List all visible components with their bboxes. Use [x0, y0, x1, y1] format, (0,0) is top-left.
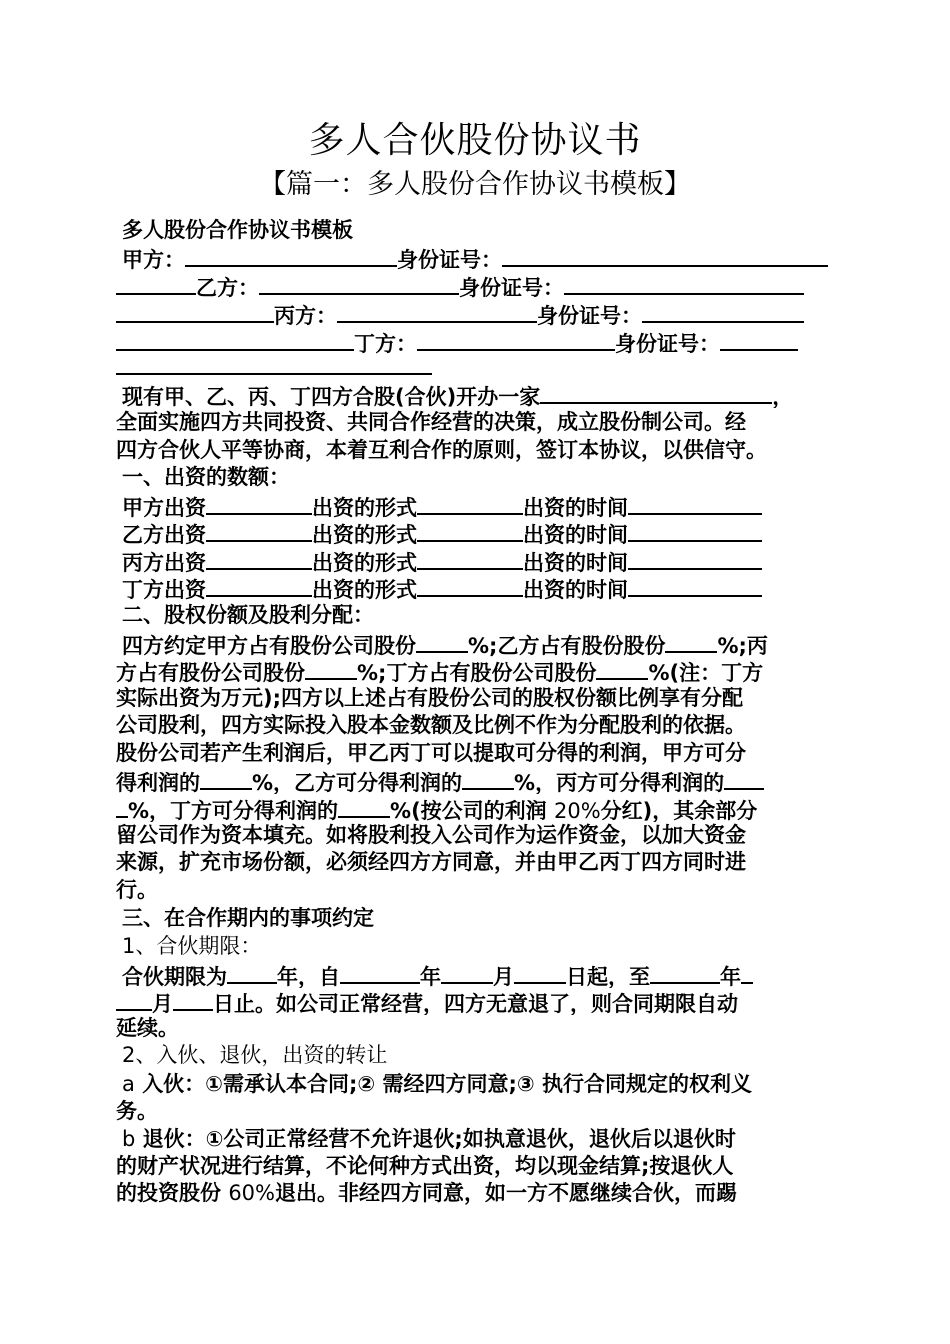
party-ding-label: 丁方：: [354, 332, 417, 355]
document-title: 多人合伙股份协议书: [308, 120, 642, 161]
contribution-party: 丁方出资: [122, 578, 206, 601]
blank-line: [417, 547, 523, 570]
share-text: 得利润的: [116, 771, 200, 794]
term-text: 年: [420, 965, 441, 988]
item-label: a: [122, 1072, 135, 1096]
blank-line: [259, 272, 459, 295]
blank-line: [650, 961, 720, 984]
blank-line: [720, 328, 798, 351]
blank-line: [724, 767, 764, 790]
id-label: 身份证号：: [397, 248, 502, 271]
section-heading: 多人股份合作协议书模板: [122, 218, 353, 242]
contribution-row: [122, 492, 846, 519]
blank-line: [337, 300, 537, 323]
contribution-form: 出资的形式: [312, 523, 417, 546]
contribution-form: 出资的形式: [312, 578, 417, 601]
blank-line: [441, 961, 493, 984]
share-text: %(注：丁方: [648, 661, 764, 684]
id-label: 身份证号：: [615, 332, 720, 355]
share-text: 方占有股份公司股份: [116, 661, 305, 684]
blank-line: [417, 519, 523, 542]
join-line-1: [122, 1071, 846, 1098]
contribution-time: 出资的时间: [523, 496, 628, 519]
contribution-form: 出资的形式: [312, 496, 417, 519]
share-line-10: 行。: [116, 878, 158, 902]
blank-line: [741, 961, 753, 984]
subsection-1-heading: [122, 933, 846, 960]
share-line-3: 实际出资为万元);四方以上述占有股份公司的股权份额比例享有分配: [116, 686, 743, 710]
share-text: %，丁方可分得利润的: [128, 799, 339, 822]
intro-line-3: 四方合伙人平等协商，本着互利合作的原则，签订本协议，以供信守。: [116, 438, 767, 462]
contribution-row: [122, 547, 846, 574]
blank-line: [173, 988, 213, 1011]
contribution-row: [122, 519, 846, 546]
contribution-time: 出资的时间: [523, 578, 628, 601]
contribution-time: 出资的时间: [523, 523, 628, 546]
document-subtitle: 【篇一：多人股份合作协议书模板】: [259, 169, 691, 200]
section-2-heading: 二、股权份额及股利分配：: [122, 603, 374, 627]
blank-line: [628, 574, 762, 597]
term-text: 日止。如公司正常经营，四方无意退了，则合同期限自动: [213, 992, 738, 1015]
blank-line: [116, 328, 354, 351]
contribution-party: 乙方出资: [122, 523, 206, 546]
share-text: %(按公司的利润: [390, 799, 547, 822]
blank-line: [305, 657, 357, 680]
contribution-party: 甲方出资: [122, 496, 206, 519]
withdraw-line-2: 的财产状况进行结算，不论何种方式出资，均以现金结算;按退伙人: [116, 1154, 734, 1178]
intro-comma: ，: [772, 385, 794, 408]
join-line-2: 务。: [116, 1099, 158, 1123]
blank-line: [540, 381, 772, 404]
blank-line: [116, 795, 128, 818]
share-text: %;乙方占有股份股份: [468, 634, 666, 657]
term-text: 合伙期限为: [122, 965, 227, 988]
section-3-heading: 三、在合作期内的事项约定: [122, 906, 374, 930]
share-line-7: [116, 795, 846, 822]
blank-line: [185, 244, 397, 267]
share-text: 分红)，其余部分: [600, 799, 758, 822]
intro-text: 现有甲、乙、丙、丁四方合股(合伙)开办一家: [122, 385, 541, 408]
share-text: %，乙方可分得利润的: [252, 771, 463, 794]
contribution-time: 出资的时间: [523, 551, 628, 574]
blank-line: [116, 272, 196, 295]
share-line-8: 留公司作为资本填充。如将股利投入公司作为运作资金，以加大资金: [116, 823, 746, 847]
party-jia-label: 甲方：: [122, 248, 185, 271]
withdraw-text: 退出。非经四方同意，如一方不愿继续合伙，而踢: [275, 1181, 737, 1205]
blank-line: [628, 519, 762, 542]
term-text: 日起，至: [566, 965, 650, 988]
party-yi-label: 乙方：: [196, 276, 259, 299]
term-text: 月: [493, 965, 514, 988]
blank-line: [665, 630, 717, 653]
share-line-1: [122, 630, 846, 657]
blank-line: [628, 547, 762, 570]
party-line-5: [116, 352, 846, 379]
subsection-2-heading: [122, 1042, 846, 1069]
term-text: 年，自: [277, 965, 340, 988]
item-label: b: [122, 1127, 136, 1151]
blank-line: [206, 492, 312, 515]
term-line-2: [116, 988, 846, 1015]
section-1-heading: 一、出资的数额：: [122, 465, 290, 489]
intro-line-1: [122, 381, 846, 408]
withdraw-line-3: [116, 1180, 846, 1207]
withdraw-text: 的投资股份: [116, 1181, 221, 1205]
contribution-form: 出资的形式: [312, 551, 417, 574]
subsection-title: 2、入伙、退伙，出资的转让: [122, 1043, 388, 1067]
id-label: 身份证号：: [537, 304, 642, 327]
share-line-6: [116, 767, 846, 794]
blank-line: [200, 767, 252, 790]
party-line-3: [116, 300, 846, 327]
share-line-4: 公司股利，四方实际投入股本金数额及比例不作为分配股利的依据。: [116, 713, 746, 737]
share-text: %，丙方可分得利润的: [514, 771, 725, 794]
blank-line: [116, 988, 152, 1011]
blank-line: [116, 300, 274, 323]
share-text: %;丙: [717, 634, 768, 657]
withdraw-percent: 60%: [228, 1181, 275, 1205]
share-percent: 20%: [554, 799, 601, 822]
party-line-4: [116, 328, 846, 355]
blank-line: [227, 961, 277, 984]
blank-line: [596, 657, 648, 680]
blank-line: [514, 961, 566, 984]
blank-line: [502, 244, 828, 267]
blank-line: [462, 767, 514, 790]
join-text: 入伙：①需承认本合同;② 需经四方同意;③ 执行合同规定的权利义: [142, 1072, 752, 1096]
blank-line: [564, 272, 804, 295]
blank-line: [642, 300, 804, 323]
share-text: %;丁方占有股份公司股份: [357, 661, 597, 684]
term-line-3: 延续。: [116, 1016, 179, 1040]
blank-line: [206, 519, 312, 542]
blank-line: [417, 492, 523, 515]
blank-line: [340, 961, 420, 984]
withdraw-line-1: [122, 1126, 846, 1153]
blank-line: [116, 352, 432, 375]
share-line-2: [116, 657, 846, 684]
term-text: 月: [152, 992, 173, 1015]
withdraw-text: 退伙：①公司正常经营不允许退伙;如执意退伙，退伙后以退伙时: [142, 1127, 736, 1151]
blank-line: [417, 328, 615, 351]
share-line-5: 股份公司若产生利润后，甲乙丙丁可以提取可分得的利润，甲方可分: [116, 741, 746, 765]
contribution-party: 丙方出资: [122, 551, 206, 574]
party-bing-label: 丙方：: [274, 304, 337, 327]
party-line-1: [122, 244, 846, 271]
blank-line: [628, 492, 762, 515]
id-label: 身份证号：: [459, 276, 564, 299]
blank-line: [416, 630, 468, 653]
term-line-1: [122, 961, 846, 988]
share-line-9: 来源，扩充市场份额，必须经四方方同意，并由甲乙丙丁四方同时进: [116, 850, 746, 874]
intro-line-2: 全面实施四方共同投资、共同合作经营的决策，成立股份制公司。经: [116, 410, 746, 434]
term-text: 年: [720, 965, 741, 988]
blank-line: [338, 795, 390, 818]
blank-line: [206, 574, 312, 597]
blank-line: [417, 574, 523, 597]
party-line-2: [116, 272, 846, 299]
subsection-title: 1、合伙期限：: [122, 934, 262, 958]
blank-line: [206, 547, 312, 570]
contribution-row: [122, 574, 846, 601]
share-text: 四方约定甲方占有股份公司股份: [122, 634, 416, 657]
